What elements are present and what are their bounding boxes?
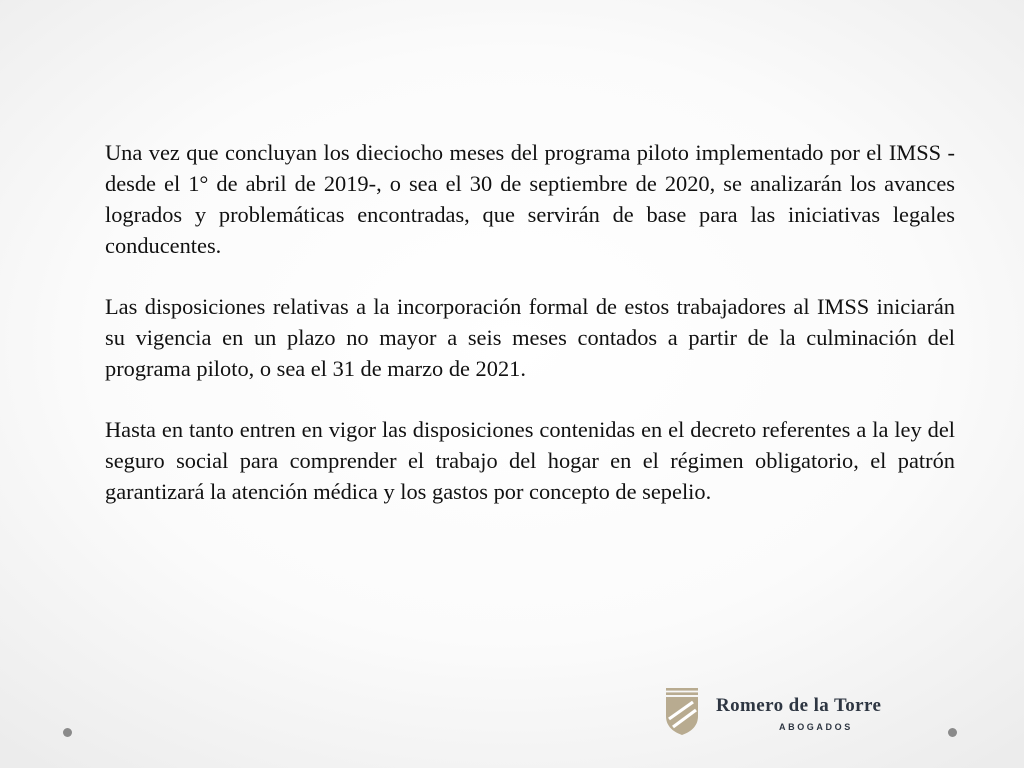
body-text	[105, 137, 955, 537]
company-logo	[663, 688, 928, 738]
paragraph-medical-attention: Hasta en tanto entren en vigor las disposiciones contenidas en el decreto referentes a la ley del seguro social para comprender el trabajo del hogar en el régimen obligatorio, el patrón garantizará la atención médica y los gastos por concepto de sepelio.	[105, 417, 955, 504]
emblem-bar-middle	[666, 692, 698, 695]
left-corner-dot	[63, 728, 72, 737]
company-name: Romero de la Torre	[716, 695, 882, 716]
paragraph-incorporation: Las disposiciones relativas a la incorporación formal de estos trabajadores al IMSS iniciarán su vigencia en un plazo no mayor a seis meses contados a partir de la culminación del programa piloto, o sea el 31 de marzo de 2021.	[105, 294, 955, 381]
paragraph-pilot-program: Una vez que concluyan los dieciocho meses del programa piloto implementado por el IMSS -desde el 1° de abril de 2019-, o sea el 30 de septiembre de 2020, se analizarán los avances logrados y problemáticas encontradas, que servirán de base para las iniciativas legales conducentes.	[105, 140, 955, 258]
emblem-bar-top	[666, 688, 698, 691]
company-subtitle: ABOGADOS	[779, 722, 853, 732]
right-corner-dot	[948, 728, 957, 737]
shield-emblem-icon	[663, 688, 701, 736]
